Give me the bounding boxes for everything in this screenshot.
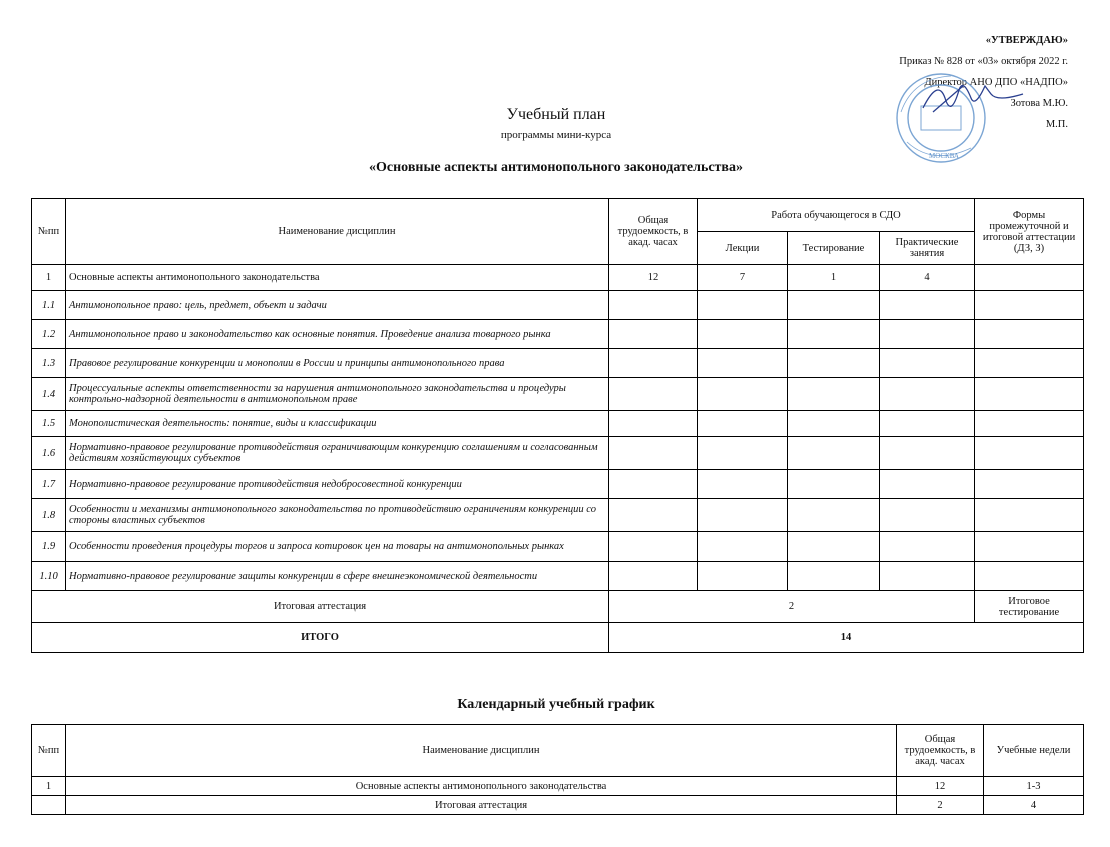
row-name: Процессуальные аспекты ответственности за нарушения антимонопольного законодательства и процедуры контрольно-надзорной деятельности в антимонопольном праве bbox=[66, 378, 609, 411]
row-total bbox=[609, 470, 698, 499]
table-row bbox=[32, 470, 1084, 499]
table-row bbox=[32, 532, 1084, 562]
row-lectures bbox=[698, 562, 788, 591]
row-lectures bbox=[698, 470, 788, 499]
row-total bbox=[609, 378, 698, 411]
approval-heading: «УТВЕРЖДАЮ» bbox=[985, 35, 1068, 46]
approval-director: Директор АНО ДПО «НАДПО» bbox=[924, 77, 1068, 88]
header-forms: Формы промежуточной и итоговой аттестации (ДЗ, З) bbox=[975, 199, 1084, 265]
cal-header-weeks: Учебные недели bbox=[984, 725, 1084, 777]
row-testing bbox=[788, 532, 880, 562]
final-attestation-label: Итоговая аттестация bbox=[32, 591, 609, 623]
row-form bbox=[975, 349, 1084, 378]
row-testing bbox=[788, 349, 880, 378]
row-lectures bbox=[698, 532, 788, 562]
row-practice bbox=[880, 437, 975, 470]
row-num: 1.9 bbox=[32, 532, 66, 562]
approval-name: Зотова М.Ю. bbox=[1010, 98, 1068, 109]
row-total bbox=[609, 437, 698, 470]
table-row bbox=[32, 437, 1084, 470]
row-total bbox=[609, 320, 698, 349]
row-total bbox=[609, 499, 698, 532]
row-total bbox=[609, 349, 698, 378]
row-lectures bbox=[698, 349, 788, 378]
row-num: 1.1 bbox=[32, 291, 66, 320]
table-row bbox=[32, 378, 1084, 411]
table-row bbox=[32, 291, 1084, 320]
row-testing bbox=[788, 411, 880, 437]
row-form bbox=[975, 499, 1084, 532]
row-num: 1.6 bbox=[32, 437, 66, 470]
header-practice: Практические занятия bbox=[880, 232, 975, 265]
row-num: 1.3 bbox=[32, 349, 66, 378]
calendar-table bbox=[31, 724, 1084, 815]
row-form bbox=[975, 437, 1084, 470]
cal-row-num bbox=[32, 796, 66, 815]
row-name: Правовое регулирование конкуренции и монополии в России и принципы антимонопольного права bbox=[66, 349, 609, 378]
course-title: «Основные аспекты антимонопольного законодательства» bbox=[369, 160, 743, 175]
row-num: 1.2 bbox=[32, 320, 66, 349]
row-form bbox=[975, 470, 1084, 499]
cal-row-num: 1 bbox=[32, 777, 66, 796]
table-row bbox=[32, 796, 1084, 815]
row-form bbox=[975, 532, 1084, 562]
plan-subtitle: программы мини-курса bbox=[500, 129, 612, 141]
row-name: Особенности и механизмы антимонопольного законодательства по противодействию ограничениям конкуренции со стороны властных субъектов bbox=[66, 499, 609, 532]
cal-header-name: Наименование дисциплин bbox=[66, 725, 897, 777]
calendar-title: Календарный учебный график bbox=[457, 697, 655, 712]
row-practice: 4 bbox=[880, 265, 975, 291]
row-num: 1.4 bbox=[32, 378, 66, 411]
row-num: 1 bbox=[32, 265, 66, 291]
row-testing bbox=[788, 437, 880, 470]
row-total bbox=[609, 532, 698, 562]
table-row bbox=[32, 265, 1084, 291]
table-row bbox=[32, 349, 1084, 378]
row-practice bbox=[880, 291, 975, 320]
stamp-text: МОСКВА bbox=[929, 152, 959, 160]
header-work: Работа обучающегося в СДО bbox=[698, 199, 975, 232]
row-form bbox=[975, 378, 1084, 411]
row-total bbox=[609, 411, 698, 437]
header-num: №пп bbox=[32, 199, 66, 265]
table-row bbox=[32, 777, 1084, 796]
cal-row-total: 12 bbox=[897, 777, 984, 796]
row-num: 1.10 bbox=[32, 562, 66, 591]
row-form bbox=[975, 265, 1084, 291]
row-lectures bbox=[698, 320, 788, 349]
row-practice bbox=[880, 499, 975, 532]
row-form bbox=[975, 562, 1084, 591]
row-practice bbox=[880, 320, 975, 349]
row-lectures: 7 bbox=[698, 265, 788, 291]
header-lectures: Лекции bbox=[698, 232, 788, 265]
row-num: 1.5 bbox=[32, 411, 66, 437]
table-row bbox=[32, 411, 1084, 437]
row-name: Монополистическая деятельность: понятие, виды и классификации bbox=[66, 411, 609, 437]
row-form bbox=[975, 411, 1084, 437]
row-form bbox=[975, 320, 1084, 349]
cal-row-weeks: 1-3 bbox=[984, 777, 1084, 796]
row-practice bbox=[880, 562, 975, 591]
row-form bbox=[975, 291, 1084, 320]
row-testing bbox=[788, 378, 880, 411]
row-lectures bbox=[698, 411, 788, 437]
row-testing bbox=[788, 291, 880, 320]
row-name: Нормативно-правовое регулирование противодействия недобросовестной конкуренции bbox=[66, 470, 609, 499]
row-total bbox=[609, 562, 698, 591]
cal-row-name: Итоговая аттестация bbox=[66, 796, 897, 815]
table-row bbox=[32, 320, 1084, 349]
row-testing bbox=[788, 470, 880, 499]
cal-row-weeks: 4 bbox=[984, 796, 1084, 815]
row-testing bbox=[788, 320, 880, 349]
row-practice bbox=[880, 532, 975, 562]
row-lectures bbox=[698, 291, 788, 320]
final-attestation-hours: 2 bbox=[609, 591, 975, 623]
row-total: 12 bbox=[609, 265, 698, 291]
curriculum-table bbox=[31, 198, 1084, 653]
row-lectures bbox=[698, 378, 788, 411]
row-num: 1.8 bbox=[32, 499, 66, 532]
row-practice bbox=[880, 411, 975, 437]
row-testing bbox=[788, 562, 880, 591]
row-total bbox=[609, 291, 698, 320]
total-hours: 14 bbox=[609, 623, 1084, 653]
final-attestation-form: Итоговое тестирование bbox=[975, 591, 1084, 623]
row-testing bbox=[788, 499, 880, 532]
table-row bbox=[32, 499, 1084, 532]
cal-header-total: Общая трудоемкость, в акад. часах bbox=[897, 725, 984, 777]
total-label: ИТОГО bbox=[32, 623, 609, 653]
table-row bbox=[32, 562, 1084, 591]
header-total: Общая трудоемкость, в акад. часах bbox=[609, 199, 698, 265]
row-name: Антимонопольное право и законодательство как основные понятия. Проведение анализа товарного рынка bbox=[66, 320, 609, 349]
plan-title: Учебный план bbox=[506, 106, 606, 123]
row-name: Основные аспекты антимонопольного законодательства bbox=[66, 265, 609, 291]
approval-mp: М.П. bbox=[1045, 119, 1068, 130]
row-testing: 1 bbox=[788, 265, 880, 291]
row-name: Нормативно-правовое регулирование защиты конкуренции в сфере внешнеэкономической деятельности bbox=[66, 562, 609, 591]
row-practice bbox=[880, 378, 975, 411]
header-testing: Тестирование bbox=[788, 232, 880, 265]
row-name: Нормативно-правовое регулирование противодействия ограничивающим конкуренцию соглашениям и согласованным действиям хозяйствующих субъектов bbox=[66, 437, 609, 470]
header-name: Наименование дисциплин bbox=[66, 199, 609, 265]
row-num: 1.7 bbox=[32, 470, 66, 499]
row-lectures bbox=[698, 437, 788, 470]
approval-order: Приказ № 828 от «03» октября 2022 г. bbox=[899, 56, 1068, 67]
cal-row-total: 2 bbox=[897, 796, 984, 815]
row-lectures bbox=[698, 499, 788, 532]
cal-row-name: Основные аспекты антимонопольного законодательства bbox=[66, 777, 897, 796]
row-name: Особенности проведения процедуры торгов и запроса котировок цен на товары на антимонопольных рынках bbox=[66, 532, 609, 562]
row-practice bbox=[880, 470, 975, 499]
row-name: Антимонопольное право: цель, предмет, объект и задачи bbox=[66, 291, 609, 320]
cal-header-num: №пп bbox=[32, 725, 66, 777]
row-practice bbox=[880, 349, 975, 378]
